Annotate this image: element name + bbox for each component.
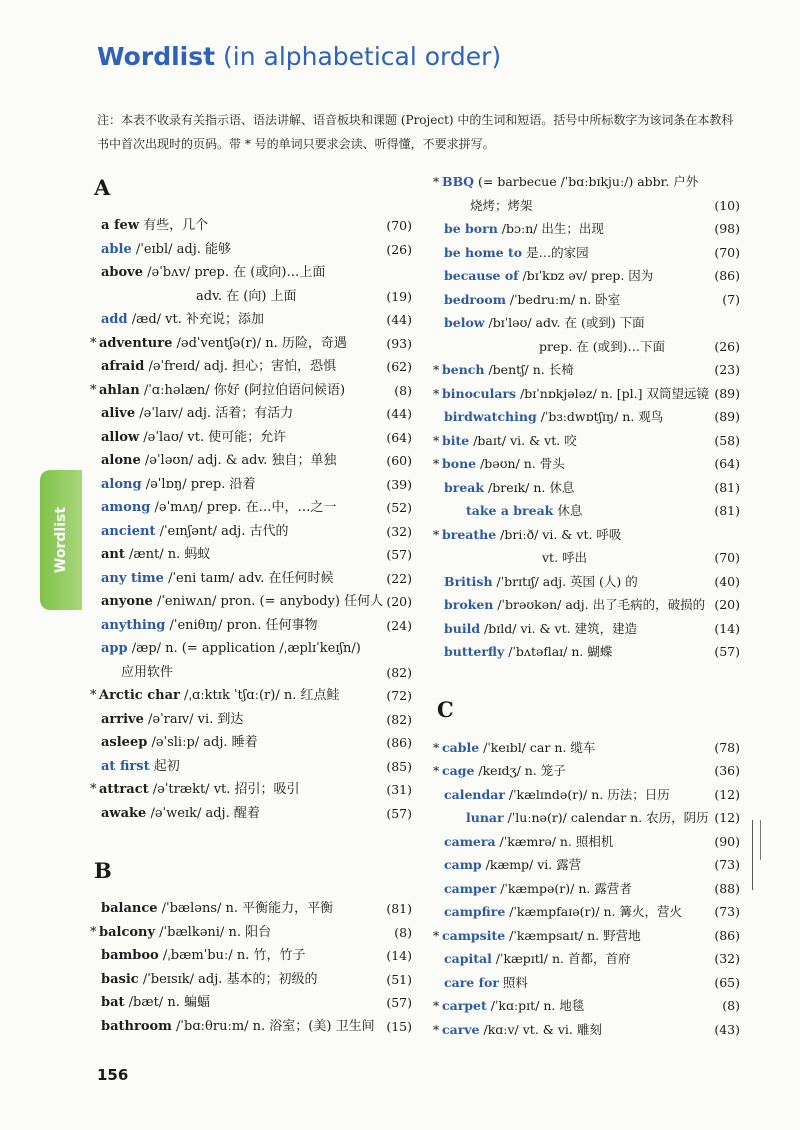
definition: 烧烤；烤架 <box>470 197 533 213</box>
word-entry <box>92 402 412 426</box>
headword: bat <box>101 995 125 1010</box>
definition: /ˈkæmpə(r)/ n. 露营者 <box>496 880 632 896</box>
word-entry <box>435 853 740 877</box>
definition: /ˌɑːktɪk ˈtʃɑː(r)/ n. 红点鲑 <box>179 688 340 703</box>
page-reference: (86) <box>714 268 740 283</box>
definition: /ˈkeɪbl/ car n. 缆车 <box>479 739 596 755</box>
page-reference: (10) <box>714 197 740 213</box>
definition: /əˈlaʊ/ vt. 使可能；允许 <box>139 429 287 445</box>
entry-continuation <box>92 285 412 309</box>
word-entry <box>92 802 412 826</box>
entry-continuation <box>435 806 740 830</box>
headword: balance <box>101 901 158 916</box>
page-reference: (52) <box>386 500 412 515</box>
definition: /ˈkæmrə/ n. 照相机 <box>495 833 614 849</box>
page-reference: (70) <box>714 550 740 565</box>
definition: /ænt/ n. 蚂蚁 <box>124 547 211 562</box>
page-reference: (43) <box>714 1021 740 1037</box>
headword: balcony <box>99 924 156 940</box>
headword: add <box>101 312 128 327</box>
headword: build <box>444 620 481 636</box>
headword: camera <box>444 833 496 849</box>
page-reference: (73) <box>714 904 740 919</box>
word-entry <box>92 308 412 332</box>
definition: /ˌbæmˈbuː/ n. 竹，竹子 <box>158 948 306 963</box>
headword: carpet <box>442 998 487 1013</box>
page-reference: (8) <box>394 382 412 398</box>
word-entry <box>92 520 412 544</box>
side-tab-label: Wordlist <box>53 506 69 574</box>
page-reference: (62) <box>386 359 412 374</box>
page-reference: (23) <box>714 362 740 377</box>
word-entry <box>435 476 740 500</box>
right-column <box>435 170 740 1041</box>
headword: break <box>444 479 485 495</box>
definition: /bæt/ n. 蝙蝠 <box>124 995 210 1010</box>
headword: anything <box>101 617 166 633</box>
word-entry <box>92 332 412 356</box>
headword: be born <box>444 221 498 236</box>
word-entry <box>92 991 412 1015</box>
page-reference: (70) <box>386 218 412 233</box>
definition: /əˈmʌŋ/ prep. 在…中，…之一 <box>150 500 337 515</box>
word-entry <box>435 288 740 312</box>
page-reference: (24) <box>386 617 412 633</box>
headword: capital <box>444 951 492 966</box>
definition: /bɪˈləʊ/ adv. 在 (或到) 下面 <box>484 315 645 330</box>
headword: take a break <box>466 503 554 518</box>
word-entry <box>435 217 740 241</box>
word-entry <box>92 755 412 779</box>
word-entry <box>435 994 740 1018</box>
headword: Arctic char <box>99 688 180 703</box>
page-reference: (90) <box>714 833 740 849</box>
definition: 休息 <box>553 503 583 518</box>
title-main: Wordlist <box>97 42 216 71</box>
page-reference: (51) <box>386 971 412 987</box>
definition: /ˈbedruːm/ n. 卧室 <box>505 291 621 307</box>
word-entry <box>435 924 740 948</box>
headword: awake <box>101 805 147 821</box>
word-entry <box>435 971 740 995</box>
headword: carve <box>442 1021 480 1037</box>
page-reference: (22) <box>386 570 412 586</box>
asterisk-mark: * <box>433 362 440 377</box>
asterisk-mark: * <box>433 456 440 471</box>
definition: /bentʃ/ n. 长椅 <box>484 362 574 377</box>
word-entry <box>435 241 740 265</box>
definition: /kɑːv/ vt. & vi. 雕刻 <box>479 1021 602 1037</box>
definition: /æp/ n. (= application /ˌæplɪˈkeɪʃn/) <box>127 641 361 656</box>
word-entry <box>92 684 412 708</box>
page-reference: (32) <box>386 523 412 539</box>
definition: /ˈbɑːθruːm/ n. 浴室；(美) 卫生间 <box>171 1018 375 1034</box>
word-entry <box>92 614 412 638</box>
definition: /ˈeɪbl/ adj. 能够 <box>131 241 232 257</box>
page-reference: (20) <box>714 597 740 612</box>
page-reference: (70) <box>714 244 740 260</box>
headword: cage <box>442 763 475 778</box>
definition: /æd/ vt. 补充说；添加 <box>127 312 265 327</box>
page-reference: (86) <box>386 735 412 750</box>
definition: /ˈbʌtəflaɪ/ n. 蝴蝶 <box>504 644 613 659</box>
definition: /ˈeɪnʃənt/ adj. 古代的 <box>155 523 289 539</box>
asterisk-mark: * <box>90 924 97 940</box>
headword: basic <box>101 971 139 987</box>
word-entry <box>92 1015 412 1039</box>
word-entry <box>92 637 412 661</box>
word-entry <box>435 617 740 641</box>
word-entry <box>435 900 740 924</box>
edge-mark <box>752 820 753 890</box>
page-reference: (78) <box>714 739 740 755</box>
headword: breathe <box>442 526 497 542</box>
asterisk-mark: * <box>433 174 440 189</box>
definition: /bɪld/ vi. & vt. 建筑，建造 <box>480 620 638 636</box>
definition: /ˈɑːhəlæn/ 你好 (阿拉伯语问候语) <box>139 382 346 398</box>
word-entry <box>435 736 740 760</box>
asterisk-mark: * <box>90 382 97 398</box>
word-entry <box>92 708 412 732</box>
asterisk-mark: * <box>433 432 440 448</box>
asterisk-mark: * <box>433 1021 440 1037</box>
headword: along <box>101 476 142 492</box>
word-entry <box>435 570 740 594</box>
headword: alive <box>101 406 136 421</box>
headword: bedroom <box>444 291 506 307</box>
asterisk-mark: * <box>433 998 440 1013</box>
headword: adventure <box>99 335 173 351</box>
asterisk-mark: * <box>90 335 97 351</box>
headword: ahlan <box>99 382 140 398</box>
page-reference: (15) <box>386 1018 412 1034</box>
headword: alone <box>101 453 141 468</box>
definition: /əˈweɪk/ adj. 醒着 <box>146 805 260 821</box>
page-reference: (20) <box>386 594 412 609</box>
headword: arrive <box>101 711 144 727</box>
page-reference: (26) <box>714 338 740 354</box>
headword: above <box>101 265 144 280</box>
definition: /keɪdʒ/ n. 笼子 <box>474 763 566 778</box>
headword: bone <box>442 456 477 471</box>
definition: prep. 在 (或到)…下面 <box>539 338 666 354</box>
wordlist-note: 注：本表不收录有关指示语、语法讲解、语音板块和课题 (Project) 中的生词和短语。括号中所标数字为该词条在本教科书中首次出现时的页码。带 * 号的单词只要求会读、听得懂，不要求拼写。 <box>97 113 734 151</box>
definition: (= barbecue /ˈbɑːbɪkjuː/) abbr. 户外 <box>474 174 699 189</box>
page-reference: (64) <box>386 429 412 445</box>
definition: /ˈkæpɪtl/ n. 首都，首府 <box>491 951 631 966</box>
page-reference: (88) <box>714 880 740 896</box>
headword: at first <box>101 758 150 774</box>
word-entry <box>92 261 412 285</box>
wordlist-side-tab <box>40 470 82 610</box>
word-entry <box>92 496 412 520</box>
page-reference: (85) <box>386 758 412 774</box>
page-reference: (44) <box>386 406 412 421</box>
asterisk-mark: * <box>90 782 97 797</box>
word-entry <box>435 311 740 335</box>
definition: /ˈluːnə(r)/ calendar n. 农历，阴历 <box>503 810 709 825</box>
word-entry <box>435 947 740 971</box>
definition: /bɪˈkɒz əv/ prep. 因为 <box>518 268 654 283</box>
definition: 有些，几个 <box>139 218 209 233</box>
word-entry <box>435 358 740 382</box>
definition: /əˈsliːp/ adj. 睡着 <box>147 735 258 750</box>
asterisk-mark: * <box>433 927 440 943</box>
headword: app <box>101 641 128 656</box>
headword: ant <box>101 547 125 562</box>
page-reference: (82) <box>386 711 412 727</box>
page-reference: (98) <box>714 221 740 236</box>
definition: vt. 呼出 <box>542 550 588 565</box>
word-entry <box>435 452 740 476</box>
section-letter: A <box>94 175 111 200</box>
word-entry <box>92 238 412 262</box>
definition: /bɔːn/ 出生；出现 <box>497 221 604 236</box>
headword: binoculars <box>442 385 517 401</box>
page-reference: (72) <box>386 688 412 703</box>
word-entry <box>92 214 412 238</box>
definition: 起初 <box>149 758 180 774</box>
definition: /ˈkæmpsaɪt/ n. 野营地 <box>505 927 641 943</box>
word-entry <box>92 921 412 945</box>
page-reference: (8) <box>722 998 740 1013</box>
headword: cable <box>442 739 480 755</box>
headword: BBQ <box>442 174 475 189</box>
headword: bathroom <box>101 1018 172 1034</box>
word-entry <box>435 382 740 406</box>
headword: camper <box>444 880 497 896</box>
headword: ancient <box>101 523 156 539</box>
headword: a few <box>101 218 140 233</box>
word-entry <box>92 968 412 992</box>
word-entry <box>435 830 740 854</box>
definition: /əˈraɪv/ vi. 到达 <box>143 711 244 727</box>
headword: British <box>444 573 493 589</box>
headword: campsite <box>442 927 506 943</box>
page-reference: (14) <box>714 620 740 636</box>
entry-continuation <box>435 499 740 523</box>
page-reference: (60) <box>386 453 412 468</box>
headword: campfire <box>444 904 506 919</box>
page-reference: (12) <box>714 786 740 802</box>
page-reference: (12) <box>714 810 740 825</box>
headword: afraid <box>101 359 145 374</box>
page-reference: (19) <box>386 288 412 304</box>
definition: /bɪˈnɒkjələz/ n. [pl.] 双筒望远镜 <box>516 385 709 401</box>
word-entry <box>92 473 412 497</box>
page-reference: (39) <box>386 476 412 492</box>
page-reference: (89) <box>714 385 740 401</box>
word-entry <box>435 170 740 194</box>
page-reference: (14) <box>386 948 412 963</box>
page-number: 156 <box>97 1066 129 1084</box>
definition: /baɪt/ vi. & vt. 咬 <box>469 432 577 448</box>
definition: /ˈbrəʊkən/ adj. 出了毛病的，破损的 <box>493 597 706 612</box>
headword: calendar <box>444 786 505 802</box>
page-reference: (36) <box>714 763 740 778</box>
title-sub: (in alphabetical order) <box>215 42 502 71</box>
word-entry <box>92 355 412 379</box>
page-reference: (81) <box>714 503 740 518</box>
definition: /ˈeniwʌn/ pron. (= anybody) 任何人 <box>152 594 384 609</box>
page-reference: (58) <box>714 432 740 448</box>
definition: /ˈbæləns/ n. 平衡能力，平衡 <box>157 901 334 916</box>
headword: be home to <box>444 244 523 260</box>
definition: /ˈeni taɪm/ adv. 在任何时候 <box>163 570 334 586</box>
definition: /kæmp/ vi. 露营 <box>481 857 582 872</box>
page-reference: (8) <box>394 924 412 940</box>
entry-continuation <box>92 661 412 685</box>
page-reference: (32) <box>714 951 740 966</box>
page-reference: (81) <box>386 901 412 916</box>
word-entry <box>435 783 740 807</box>
headword: bench <box>442 362 485 377</box>
page-reference: (44) <box>386 312 412 327</box>
word-entry <box>92 567 412 591</box>
page-reference: (73) <box>714 857 740 872</box>
word-entry <box>92 543 412 567</box>
headword: birdwatching <box>444 409 537 424</box>
definition: 应用软件 <box>121 664 174 680</box>
word-entry <box>435 264 740 288</box>
definition: /əˈlɒŋ/ prep. 沿着 <box>141 476 256 492</box>
headword: allow <box>101 429 140 445</box>
definition: /əˈlaɪv/ adj. 活着；有活力 <box>135 406 294 421</box>
word-entry <box>435 877 740 901</box>
definition: 照料 <box>498 974 528 990</box>
definition: /ˈbrɪtɪʃ/ adj. 英国 (人) 的 <box>492 573 638 589</box>
word-entry <box>435 1018 740 1042</box>
section-gap <box>92 825 412 853</box>
word-entry <box>435 593 740 617</box>
page-reference: (57) <box>714 644 740 659</box>
word-entry <box>92 731 412 755</box>
section-letter: C <box>437 696 454 722</box>
definition: 是…的家园 <box>522 244 589 260</box>
definition: /ˈbælkəni/ n. 阳台 <box>155 924 272 940</box>
page-reference: (93) <box>386 335 412 351</box>
headword: asleep <box>101 735 148 750</box>
entry-continuation <box>435 546 740 570</box>
word-entry <box>435 640 740 664</box>
left-column <box>92 170 412 1038</box>
page-reference: (57) <box>386 547 412 562</box>
page-reference: (26) <box>386 241 412 257</box>
edge-mark <box>760 820 761 860</box>
definition: /ˈbɜːdwɒtʃɪŋ/ n. 观鸟 <box>536 409 664 424</box>
definition: /briːð/ vi. & vt. 呼吸 <box>496 526 622 542</box>
section-gap <box>435 664 740 692</box>
definition: /ˈkæmpfaɪə(r)/ n. 篝火，营火 <box>505 904 682 919</box>
word-entry <box>92 897 412 921</box>
definition: /ˈkɑːpɪt/ n. 地毯 <box>486 998 585 1013</box>
headword: broken <box>444 597 494 612</box>
definition: adv. 在 (向) 上面 <box>196 288 297 304</box>
word-entry <box>92 778 412 802</box>
page-reference: (86) <box>714 927 740 943</box>
headword: anyone <box>101 594 153 609</box>
word-entry <box>92 426 412 450</box>
headword: lunar <box>466 810 504 825</box>
page-reference: (31) <box>386 782 412 797</box>
page-reference: (89) <box>714 409 740 424</box>
word-entry <box>92 449 412 473</box>
page-reference: (65) <box>714 974 740 990</box>
headword: attract <box>99 782 149 797</box>
asterisk-mark: * <box>433 385 440 401</box>
entry-continuation <box>435 194 740 218</box>
headword: below <box>444 315 485 330</box>
asterisk-mark: * <box>433 526 440 542</box>
word-entry <box>435 759 740 783</box>
definition: /ˈeniθɪŋ/ pron. 任何事物 <box>165 617 318 633</box>
definition: /əˈbʌv/ prep. 在 (或向)…上面 <box>143 265 326 280</box>
headword: care for <box>444 974 499 990</box>
page-reference: (82) <box>386 664 412 680</box>
word-entry <box>92 944 412 968</box>
headword: camp <box>444 857 482 872</box>
word-entry <box>92 590 412 614</box>
definition: /breɪk/ n. 休息 <box>484 479 575 495</box>
word-entry <box>435 405 740 429</box>
asterisk-mark: * <box>433 763 440 778</box>
word-entry <box>92 379 412 403</box>
word-entry <box>435 523 740 547</box>
headword: among <box>101 500 151 515</box>
definition: /əˈləʊn/ adj. & adv. 独自；单独 <box>140 453 337 468</box>
definition: /ˈbeɪsɪk/ adj. 基本的；初级的 <box>138 971 318 987</box>
asterisk-mark: * <box>433 739 440 755</box>
definition: /bəʊn/ n. 骨头 <box>476 456 565 471</box>
headword: because of <box>444 268 519 283</box>
headword: bite <box>442 432 470 448</box>
page-reference: (57) <box>386 995 412 1010</box>
headword: bamboo <box>101 948 159 963</box>
page-reference: (40) <box>714 573 740 589</box>
word-entry <box>435 429 740 453</box>
section-letter: B <box>94 858 112 883</box>
definition: /ədˈventʃə(r)/ n. 历险，奇遇 <box>172 335 347 351</box>
page-title <box>97 42 501 71</box>
entry-continuation <box>435 335 740 359</box>
asterisk-mark: * <box>90 688 97 703</box>
headword: able <box>101 241 132 257</box>
page-reference: (81) <box>714 479 740 495</box>
definition: /əˈfreɪd/ adj. 担心；害怕，恐惧 <box>144 359 337 374</box>
definition: /əˈtrækt/ vt. 招引；吸引 <box>148 782 300 797</box>
page-reference: (57) <box>386 805 412 821</box>
definition: /ˈkælɪndə(r)/ n. 历法；日历 <box>504 786 670 802</box>
headword: butterfly <box>444 644 505 659</box>
page-reference: (64) <box>714 456 740 471</box>
page-reference: (7) <box>722 291 740 307</box>
headword: any time <box>101 570 164 586</box>
